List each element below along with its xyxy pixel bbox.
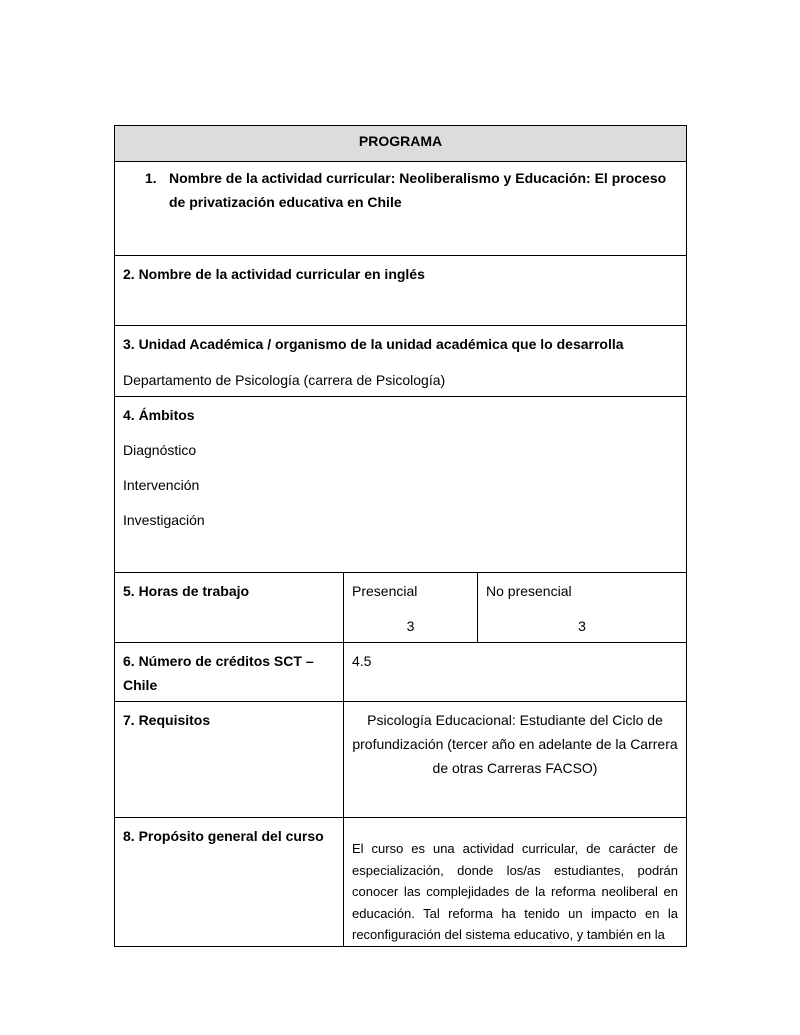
ambito-item: Investigación (123, 512, 205, 528)
section-4-label: 4. Ámbitos (123, 407, 195, 423)
section-6-value-cell (344, 643, 687, 702)
section-8-value-cell (344, 818, 687, 947)
section-7-value: Psicología Educacional: Estudiante del Ciclo de profundización (tercer año en adelante de la Carrera de otras Carreras FACSO) (352, 712, 678, 776)
section-8-value: El curso es una actividad curricular, de carácter de especialización, donde los/as estudiantes, podrán conocer las complejidades de la reforma neoliberal en educación. Tal reforma ha tenido un impacto en la reconfiguración del sistema educativo, y también en la (352, 841, 678, 942)
section-5-label: 5. Horas de trabajo (123, 583, 250, 599)
section-1-number: 1. (145, 170, 157, 186)
section-7-label-cell (115, 702, 344, 818)
section-8-label-cell (115, 818, 344, 947)
section-2-label: 2. Nombre de la actividad curricular en inglés (123, 266, 425, 282)
no-presencial-label: No presencial (486, 583, 572, 599)
section-3-label: 3. Unidad Académica / organismo de la unidad académica que lo desarrolla (123, 336, 624, 352)
section-5-label-cell (115, 573, 344, 643)
section-7-label: 7. Requisitos (123, 712, 211, 728)
ambito-item: Diagnóstico (123, 442, 197, 458)
no-presencial-cell (478, 573, 687, 643)
program-table (114, 125, 687, 947)
section-6-label: 6. Número de créditos SCT – Chile (123, 653, 314, 693)
section-4-cell (115, 397, 687, 573)
presencial-cell (344, 573, 478, 643)
section-1-label: Nombre de la actividad curricular: Neoliberalismo y Educación: El proceso de privatización educativa en Chile (169, 170, 667, 210)
section-2-cell (115, 256, 687, 326)
section-3-value: Departamento de Psicología (carrera de Psicología) (123, 372, 446, 388)
ambito-item: Intervención (123, 477, 200, 493)
section-6-label-cell (115, 643, 344, 702)
program-header-cell (115, 126, 687, 162)
program-title: PROGRAMA (358, 133, 443, 149)
section-8-label: 8. Propósito general del curso (123, 828, 324, 844)
presencial-value: 3 (406, 618, 415, 634)
section-1-cell (115, 162, 687, 256)
section-1-item (115, 162, 686, 214)
presencial-label: Presencial (352, 583, 418, 599)
section-7-value-cell (344, 702, 687, 818)
section-3-cell (115, 326, 687, 397)
section-6-value: 4.5 (352, 653, 372, 669)
no-presencial-value: 3 (578, 618, 586, 634)
